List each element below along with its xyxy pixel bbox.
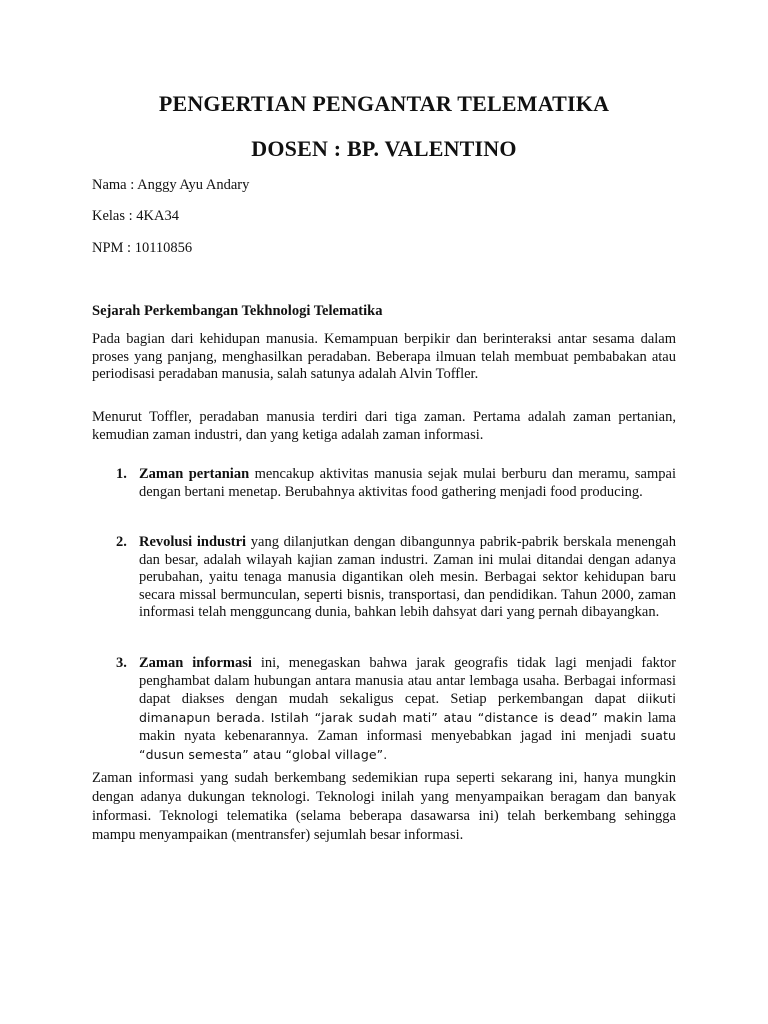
list-item-text: yang dilanjutkan dengan dibangunnya pabrik-pabrik berskala menengah dan besar, adalah wilayah kajian zaman industri. Zaman ini mulai ditandai dengan adanya perubahan, yaitu tenaga manusia digantikan oleh mesin. Berbagai sektor kehidupan baru secara missal bermunculan, seperti bisnis, transportasi, dan pendidikan. Tahun 2000, zaman informasi telah mengguncang dunia, bahkan lebih dahsyat dari yang pernah dibayangkan.: [139, 534, 676, 620]
list-item-term: Revolusi industri: [139, 534, 247, 550]
student-class: Kelas : 4KA34: [92, 208, 179, 224]
list-item-text: ini, menegaskan bahwa jarak geografis tidak lagi menjadi faktor penghambat dalam hubungan antara manusia atau antar lembaga usaha. Berbagai informasi dapat diakses dengan mudah sekaligus cepat. Setiap perkembangan dapat: [139, 655, 677, 707]
paragraph-intro: Pada bagian dari kehidupan manusia. Kemampuan berpikir dan berinteraksi antar sesama dalam proses yang panjang, menghasilkan peradaban. Beberapa ilmuan telah membuat pembabakan atau periodisasi peradaban manusia, salah satunya adalah Alvin Toffler.: [92, 331, 676, 382]
list-item-text-continued: lama makin nyata kebenarannya. Zaman informasi menyebabkan jagad ini menjadi: [139, 709, 676, 744]
list-item-text-sans-end: suatu “dusun semesta” atau “global village”.: [139, 728, 676, 762]
list-item-body: [139, 534, 676, 622]
list-marker: 2.: [116, 534, 127, 550]
student-npm: NPM : 10110856: [92, 240, 193, 256]
student-name: Nama : Anggy Ayu Andary: [92, 177, 250, 193]
paragraph-toffler: Menurut Toffler, peradaban manusia terdiri dari tiga zaman. Pertama adalah zaman pertanian, kemudian zaman industri, dan yang ketiga adalah zaman informasi.: [92, 409, 676, 443]
list-item: [92, 466, 676, 501]
list-item-body: [139, 466, 676, 501]
lecturer-title: DOSEN : BP. VALENTINO: [251, 136, 517, 161]
list-marker: 3.: [116, 655, 127, 671]
list-item-body: [139, 655, 676, 764]
list-item-term: Zaman pertanian: [139, 466, 250, 482]
section-heading: Sejarah Perkembangan Tekhnologi Telematika: [92, 303, 383, 319]
paragraph-conclusion: Zaman informasi yang sudah berkembang sedemikian rupa seperti sekarang ini, hanya mungkin dengan adanya dukungan teknologi. Teknologi inilah yang menyampaikan beragam dan banyak informasi. Teknologi telematika (selama beberapa dasawarsa ini) telah berkembang sehingga mampu menyampaikan (mentransfer) sejumlah besar informasi.: [92, 770, 676, 843]
list-item-text-sans: diikuti dimanapun berada. Istilah “jarak sudah mati” atau “distance is dead” makin: [139, 691, 676, 725]
list-item-text: mencakup aktivitas manusia sejak mulai berburu dan meramu, sampai dengan bertani menetap. Berubahnya aktivitas food gathering menjadi food producing.: [139, 466, 676, 500]
list-item-term: Zaman informasi: [139, 655, 252, 671]
list-item: [92, 534, 676, 622]
document-title: PENGERTIAN PENGANTAR TELEMATIKA: [158, 91, 610, 116]
list-marker: 1.: [116, 466, 127, 482]
list-item: [92, 655, 676, 764]
